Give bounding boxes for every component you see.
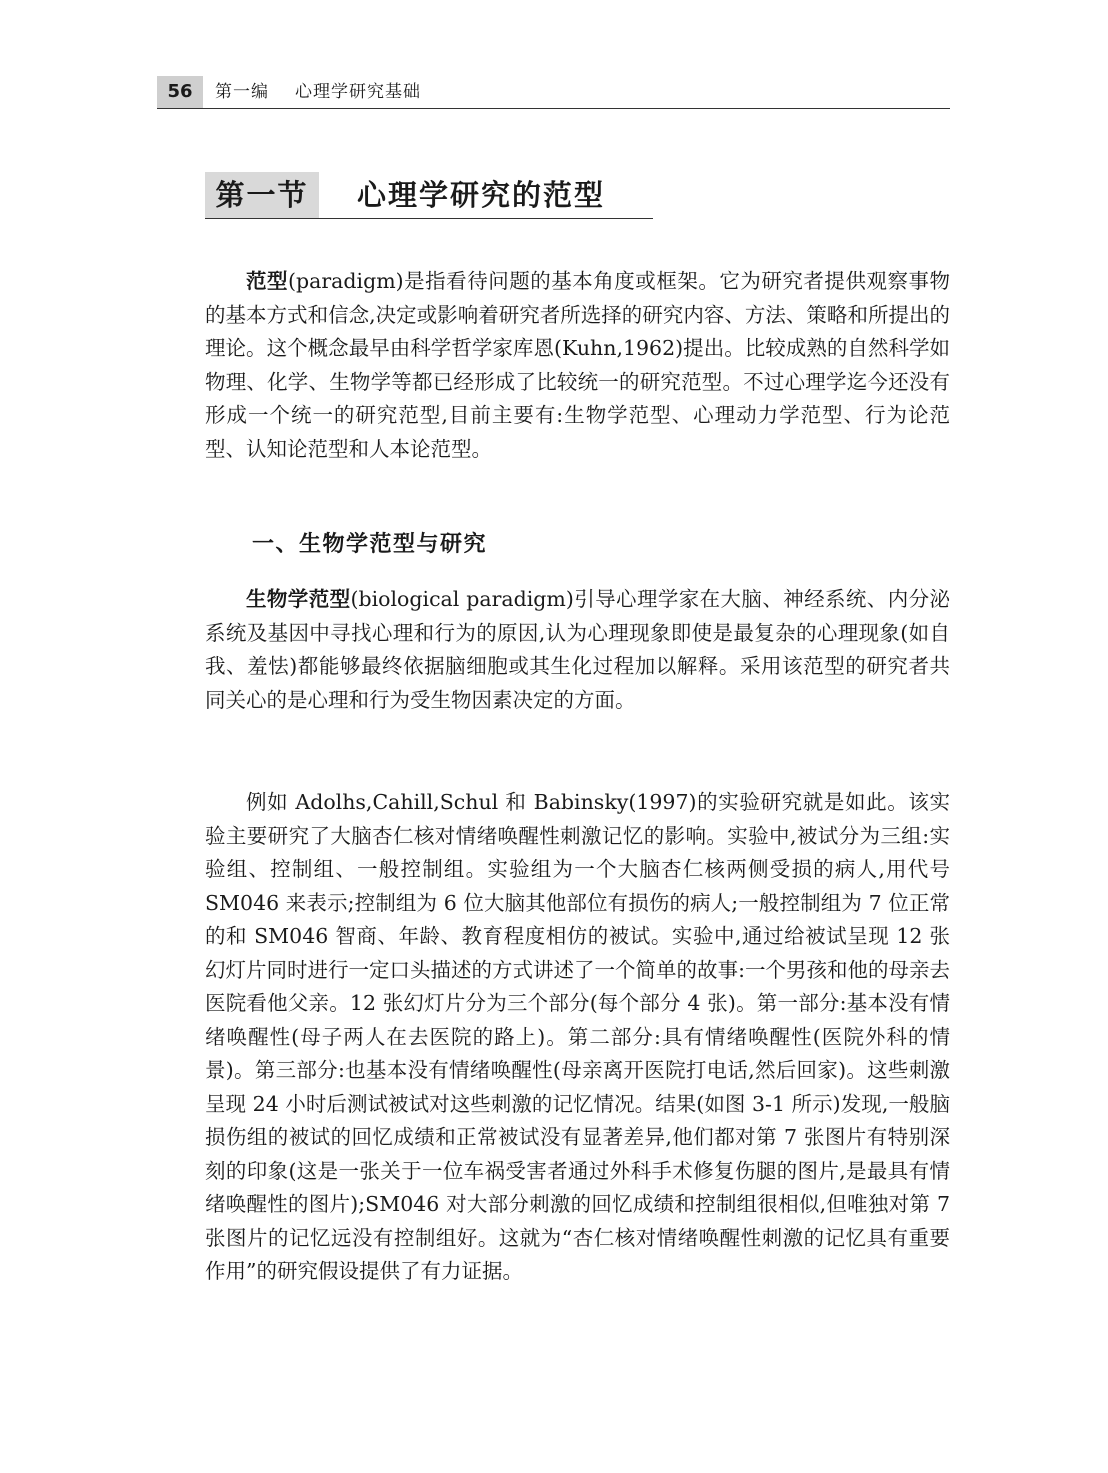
section-heading bbox=[205, 172, 653, 219]
running-header bbox=[157, 76, 950, 109]
section-title: 心理学研究的范型 bbox=[357, 178, 606, 212]
subheading: 一、生物学范型与研究 bbox=[252, 532, 488, 557]
header-part: 第一编 bbox=[215, 82, 269, 102]
header-part-title: 心理学研究基础 bbox=[295, 82, 421, 102]
term-biological-paradigm: 生物学范型 bbox=[246, 587, 351, 611]
paragraph-text: (paradigm)是指看待问题的基本角度或框架。它为研究者提供观察事物的基本方式和信念,决定或影响着研究者所选择的研究内容、方法、策略和所提出的理论。这个概念最早由科学哲学家库恩(Kuhn,1962)提出。比较成熟的自然科学如物理、化学、生物学等都已经形成了比较统一的研究范型。不过心理学迄今还没有形成一个统一的研究范型,目前主要有:生物学范型、心理动力学范型、行为论范型、认知论范型和人本论范型。 bbox=[205, 269, 950, 461]
paragraph-text: (biological paradigm)引导心理学家在大脑、神经系统、内分泌系统及基因中寻找心理和行为的原因,认为心理现象即使是最复杂的心理现象(如自我、羞怯)都能够最终依据脑细胞或其生化过程加以解释。采用该范型的研究者共同关心的是心理和行为受生物因素决定的方面。 bbox=[205, 587, 950, 712]
paragraph-text: 例如 Adolhs,Cahill,Schul 和 Babinsky(1997)的实验研究就是如此。该实验主要研究了大脑杏仁核对情绪唤醒性刺激记忆的影响。实验中,被试分为三组:实验组、控制组、一般控制组。实验组为一个大脑杏仁核两侧受损的病人,用代号 SM046 来表示;控制组为 6 位大脑其他部位有损伤的病人;一般控制组为 7 位正常的和 SM046 智商、年龄、教育程度相仿的被试。实验中,通过给被试呈现 12 张幻灯片同时进行一定口头描述的方式讲述了一个简单的故事:一个男孩和他的母亲去医院看他父亲。12 张幻灯片分为三个部分(每个部分 4 张)。第一部分:基本没有情绪唤醒性(母子两人在去医院的路上)。第二部分:具有情绪唤醒性(医院外科的情景)。第三部分:也基本没有情绪唤醒性(母亲离开医院打电话,然后回家)。这些刺激呈现 24 小时后测试被试对这些刺激的记忆情况。结果(如图 3-1 所示)发现,一般脑损伤组的被试的回忆成绩和正常被试没有显著差异,他们都对第 7 张图片有特别深刻的印象(这是一张关于一位车祸受害者通过外科手术修复伤腿的图片,是最具有情绪唤醒性的图片);SM046 对大部分刺激的回忆成绩和控制组很相似,但唯独对第 7 张图片的记忆远没有控制组好。这就为“杏仁核对情绪唤醒性刺激的记忆具有重要作用”的研究假设提供了有力证据。 bbox=[205, 790, 950, 1283]
paragraph-experiment bbox=[205, 786, 950, 1289]
paragraph-biological bbox=[205, 583, 950, 717]
term-paradigm: 范型 bbox=[246, 269, 289, 293]
page-number: 56 bbox=[157, 76, 203, 108]
section-label: 第一节 bbox=[205, 172, 319, 218]
paragraph-paradigm bbox=[205, 265, 950, 466]
header-part-info bbox=[215, 76, 421, 108]
